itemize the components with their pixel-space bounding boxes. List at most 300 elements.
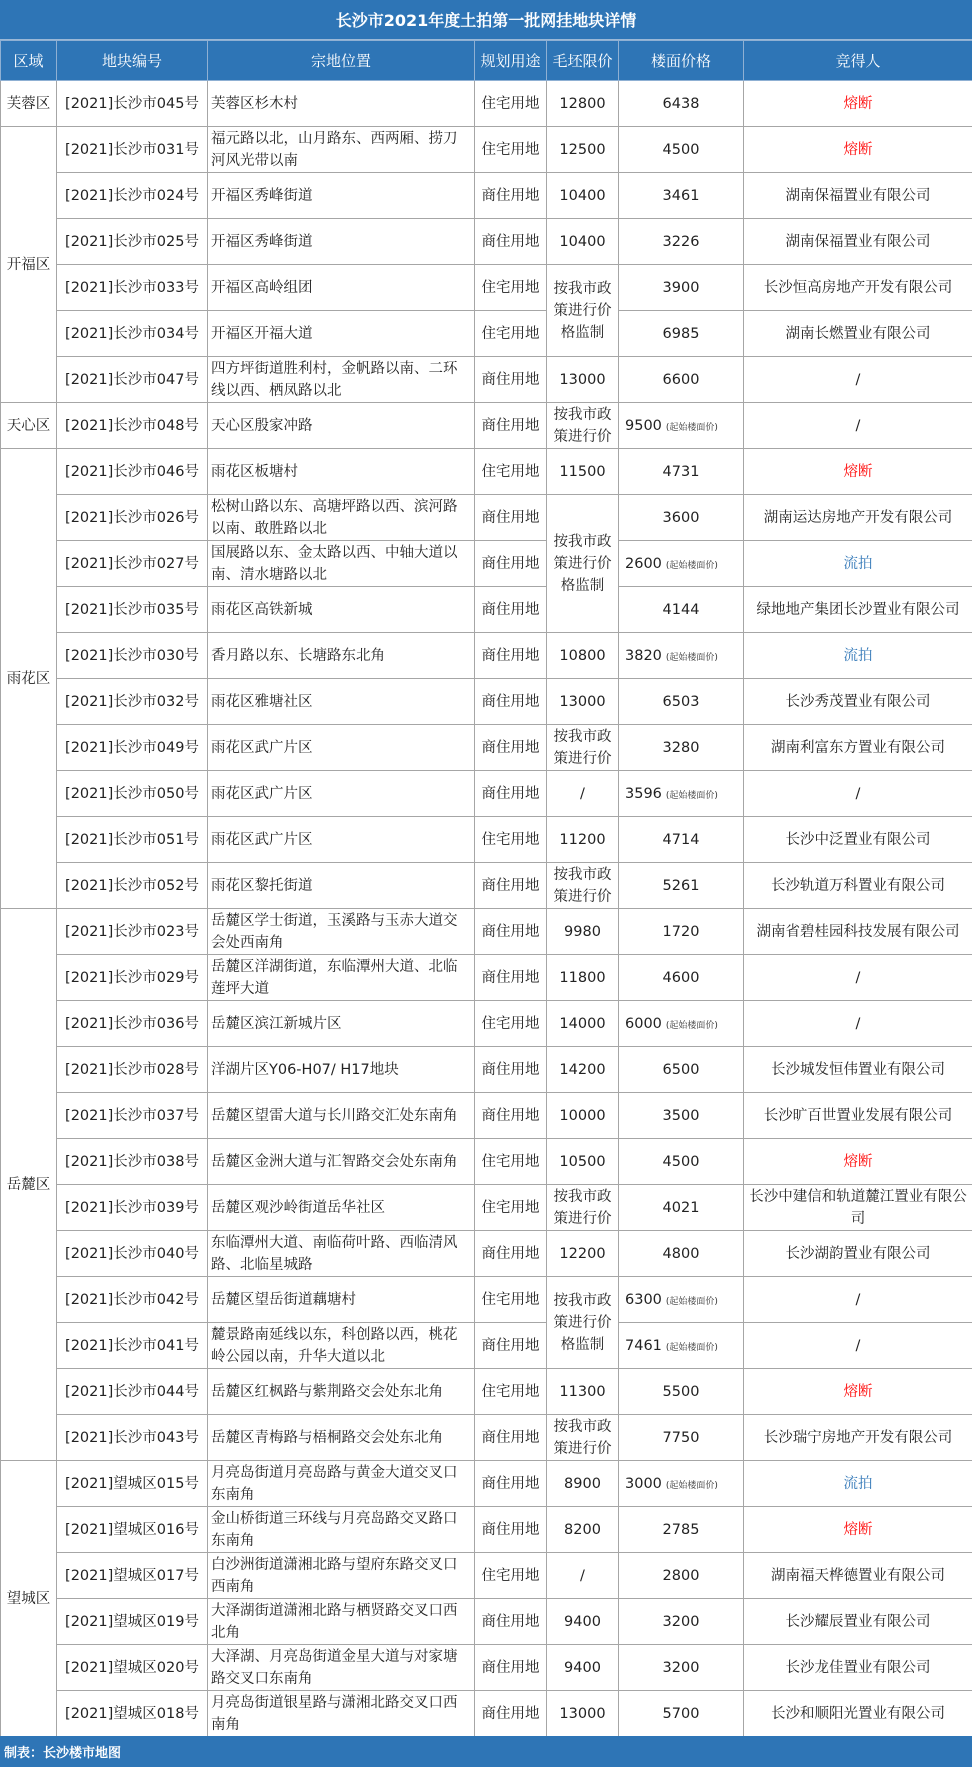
winner-cell-text: 流拍 bbox=[843, 647, 873, 664]
parcel-id-cell-text: [2021]望城区018号 bbox=[65, 1705, 199, 1722]
location-cell-text: 月亮岛街道月亮岛路与黄金大道交叉口东南角 bbox=[211, 1464, 458, 1503]
parcel-id-cell bbox=[57, 1461, 208, 1507]
location-cell-text: 岳麓区望岳街道藕塘村 bbox=[211, 1291, 356, 1308]
table-row bbox=[1, 495, 972, 541]
location-cell bbox=[208, 1645, 475, 1691]
location-cell bbox=[208, 817, 475, 863]
winner-cell bbox=[744, 311, 972, 357]
parcel-id-cell bbox=[57, 541, 208, 587]
location-cell bbox=[208, 587, 475, 633]
table-row bbox=[1, 1553, 972, 1599]
use-cell-text: 商住用地 bbox=[481, 1107, 540, 1124]
district-cell-text: 雨花区 bbox=[6, 670, 51, 687]
floor-price-value: 3500 bbox=[662, 1107, 700, 1124]
price-cap-cell-text: 8200 bbox=[564, 1521, 601, 1538]
winner-cell bbox=[744, 1415, 972, 1461]
floor-price-value: 3600 bbox=[662, 509, 700, 526]
price-cap-cell-text: 13000 bbox=[559, 1705, 606, 1722]
starting-price-note: (起始楼面价) bbox=[665, 1020, 718, 1031]
table-row bbox=[1, 449, 972, 495]
parcel-id-cell bbox=[57, 1001, 208, 1047]
winner-cell-text: 湖南长燃置业有限公司 bbox=[785, 325, 931, 342]
location-cell bbox=[208, 311, 475, 357]
floor-price-value: 3820 bbox=[625, 647, 662, 664]
floor-price-value: 6600 bbox=[662, 371, 700, 388]
winner-cell bbox=[744, 863, 972, 909]
winner-cell bbox=[744, 817, 972, 863]
floor-price-value: 4021 bbox=[662, 1199, 700, 1216]
use-cell-text: 商住用地 bbox=[481, 1475, 540, 1492]
use-cell-text: 商住用地 bbox=[481, 187, 540, 204]
use-cell bbox=[475, 1231, 547, 1277]
price-cap-cell-text: 按我市政策进行价 bbox=[553, 728, 612, 767]
floor-price-cell bbox=[619, 1231, 744, 1277]
location-cell bbox=[208, 173, 475, 219]
parcel-id-cell bbox=[57, 771, 208, 817]
parcel-id-cell-text: [2021]长沙市024号 bbox=[65, 187, 199, 204]
use-cell bbox=[475, 1645, 547, 1691]
price-cap-cell-text: 10000 bbox=[559, 1107, 606, 1124]
district-cell-text: 天心区 bbox=[6, 417, 51, 434]
price-cap-cell bbox=[547, 449, 619, 495]
parcel-id-cell-text: [2021]长沙市050号 bbox=[65, 785, 199, 802]
location-cell bbox=[208, 1231, 475, 1277]
header-floor-price: 楼面价格 bbox=[619, 41, 744, 81]
table-title: 长沙市2021年度土拍第一批网挂地块详情 bbox=[0, 0, 972, 40]
winner-cell-text: 湖南利富东方置业有限公司 bbox=[771, 739, 945, 756]
use-cell-text: 商住用地 bbox=[481, 601, 540, 618]
floor-price-value: 4144 bbox=[662, 601, 700, 618]
parcel-id-cell bbox=[57, 679, 208, 725]
location-cell-text: 白沙洲街道潇湘北路与望府东路交叉口西南角 bbox=[211, 1556, 458, 1595]
parcel-id-cell bbox=[57, 173, 208, 219]
price-cap-cell bbox=[547, 1599, 619, 1645]
use-cell bbox=[475, 127, 547, 173]
price-cap-cell bbox=[547, 679, 619, 725]
winner-cell bbox=[744, 265, 972, 311]
location-cell bbox=[208, 265, 475, 311]
winner-cell-text: / bbox=[855, 969, 861, 986]
floor-price-cell bbox=[619, 1001, 744, 1047]
location-cell-text: 岳麓区洋湖街道，东临潭州大道、北临莲坪大道 bbox=[211, 958, 458, 997]
location-cell bbox=[208, 863, 475, 909]
table-row bbox=[1, 587, 972, 633]
parcel-id-cell bbox=[57, 1139, 208, 1185]
use-cell-text: 住宅用地 bbox=[481, 1291, 540, 1308]
winner-cell bbox=[744, 1691, 972, 1737]
use-cell-text: 住宅用地 bbox=[481, 1383, 540, 1400]
floor-price-cell bbox=[619, 127, 744, 173]
location-cell bbox=[208, 1507, 475, 1553]
floor-price-cell bbox=[619, 1047, 744, 1093]
winner-cell-text: / bbox=[855, 371, 861, 388]
floor-price-value: 2600 bbox=[625, 555, 662, 572]
winner-cell bbox=[744, 955, 972, 1001]
parcel-id-cell bbox=[57, 403, 208, 449]
table-row bbox=[1, 1139, 972, 1185]
winner-cell-text: 长沙和顺阳光置业有限公司 bbox=[771, 1705, 945, 1722]
table-row bbox=[1, 173, 972, 219]
floor-price-value: 1720 bbox=[662, 923, 700, 940]
floor-price-cell bbox=[619, 357, 744, 403]
table-row bbox=[1, 1691, 972, 1737]
location-cell-text: 大泽湖、月亮岛街道金星大道与对家塘路交叉口东南角 bbox=[211, 1648, 458, 1687]
floor-price-cell bbox=[619, 1691, 744, 1737]
winner-cell-text: 湖南福天桦德置业有限公司 bbox=[771, 1567, 945, 1584]
table-row bbox=[1, 1185, 972, 1231]
floor-price-value: 9500 bbox=[625, 417, 662, 434]
use-cell bbox=[475, 1415, 547, 1461]
floor-price-value: 6300 bbox=[625, 1291, 662, 1308]
price-cap-cell-text: 9980 bbox=[564, 923, 601, 940]
use-cell-text: 住宅用地 bbox=[481, 1199, 540, 1216]
winner-cell bbox=[744, 1093, 972, 1139]
winner-cell-text: 长沙秀茂置业有限公司 bbox=[785, 693, 931, 710]
parcel-id-cell bbox=[57, 1047, 208, 1093]
floor-price-value: 4714 bbox=[662, 831, 700, 848]
price-cap-cell bbox=[547, 127, 619, 173]
location-cell bbox=[208, 127, 475, 173]
price-cap-cell-text: 13000 bbox=[559, 693, 606, 710]
price-cap-cell-text: 14200 bbox=[559, 1061, 606, 1078]
floor-price-value: 4500 bbox=[662, 1153, 700, 1170]
parcel-id-cell-text: [2021]长沙市041号 bbox=[65, 1337, 199, 1354]
table-row bbox=[1, 1415, 972, 1461]
parcel-id-cell-text: [2021]长沙市026号 bbox=[65, 509, 199, 526]
use-cell bbox=[475, 311, 547, 357]
price-cap-cell bbox=[547, 1047, 619, 1093]
table-row bbox=[1, 679, 972, 725]
location-cell bbox=[208, 81, 475, 127]
use-cell bbox=[475, 771, 547, 817]
use-cell-text: 住宅用地 bbox=[481, 95, 540, 112]
header-parcel-id: 地块编号 bbox=[57, 41, 208, 81]
district-cell bbox=[1, 449, 57, 909]
location-cell bbox=[208, 541, 475, 587]
winner-cell bbox=[744, 81, 972, 127]
parcel-id-cell bbox=[57, 265, 208, 311]
parcel-id-cell bbox=[57, 1093, 208, 1139]
header-price-cap: 毛坯限价 bbox=[547, 41, 619, 81]
winner-cell-text: 熔断 bbox=[843, 463, 873, 480]
district-cell bbox=[1, 81, 57, 127]
use-cell-text: 商住用地 bbox=[481, 739, 540, 756]
use-cell-text: 商住用地 bbox=[481, 1061, 540, 1078]
parcel-id-cell bbox=[57, 1507, 208, 1553]
winner-cell-text: / bbox=[855, 1337, 861, 1354]
parcel-id-cell-text: [2021]长沙市035号 bbox=[65, 601, 199, 618]
price-cap-cell-text: 9400 bbox=[564, 1659, 601, 1676]
floor-price-cell bbox=[619, 771, 744, 817]
floor-price-cell bbox=[619, 449, 744, 495]
floor-price-cell bbox=[619, 587, 744, 633]
price-cap-cell bbox=[547, 403, 619, 449]
floor-price-cell bbox=[619, 311, 744, 357]
table-body bbox=[1, 81, 972, 1737]
floor-price-value: 3200 bbox=[662, 1613, 700, 1630]
winner-cell bbox=[744, 587, 972, 633]
table-row bbox=[1, 1323, 972, 1369]
price-cap-cell-text: 11800 bbox=[559, 969, 606, 986]
location-cell bbox=[208, 357, 475, 403]
district-cell bbox=[1, 127, 57, 403]
floor-price-value: 5500 bbox=[662, 1383, 700, 1400]
use-cell-text: 商住用地 bbox=[481, 693, 540, 710]
parcel-id-cell bbox=[57, 1185, 208, 1231]
location-cell bbox=[208, 1415, 475, 1461]
price-cap-cell-text: 按我市政策进行价格监制 bbox=[553, 1292, 612, 1353]
header-location: 宗地位置 bbox=[208, 41, 475, 81]
price-cap-cell bbox=[547, 1369, 619, 1415]
price-cap-cell-text: 10800 bbox=[559, 647, 606, 664]
winner-cell bbox=[744, 771, 972, 817]
use-cell-text: 住宅用地 bbox=[481, 141, 540, 158]
table-row bbox=[1, 633, 972, 679]
winner-cell bbox=[744, 127, 972, 173]
use-cell bbox=[475, 1139, 547, 1185]
price-cap-cell-text: 10500 bbox=[559, 1153, 606, 1170]
floor-price-cell bbox=[619, 679, 744, 725]
floor-price-cell bbox=[619, 1553, 744, 1599]
use-cell bbox=[475, 587, 547, 633]
parcel-id-cell-text: [2021]长沙市039号 bbox=[65, 1199, 199, 1216]
winner-cell bbox=[744, 1139, 972, 1185]
winner-cell bbox=[744, 633, 972, 679]
price-cap-cell-text: 按我市政策进行价 bbox=[553, 866, 612, 905]
parcel-id-cell bbox=[57, 1369, 208, 1415]
floor-price-cell bbox=[619, 909, 744, 955]
use-cell bbox=[475, 1185, 547, 1231]
starting-price-note: (起始楼面价) bbox=[665, 1296, 718, 1307]
location-cell bbox=[208, 1553, 475, 1599]
parcel-id-cell-text: [2021]长沙市045号 bbox=[65, 95, 199, 112]
parcel-id-cell-text: [2021]长沙市037号 bbox=[65, 1107, 199, 1124]
winner-cell-text: 熔断 bbox=[843, 141, 873, 158]
price-cap-cell bbox=[547, 81, 619, 127]
price-cap-cell bbox=[547, 955, 619, 1001]
location-cell-text: 岳麓区青梅路与梧桐路交会处东北角 bbox=[211, 1429, 443, 1446]
winner-cell bbox=[744, 357, 972, 403]
location-cell-text: 福元路以北，山月路东、西两厢、捞刀河风光带以南 bbox=[211, 130, 458, 169]
price-cap-cell-text: 按我市政策进行价 bbox=[553, 1418, 612, 1457]
floor-price-value: 5700 bbox=[662, 1705, 700, 1722]
winner-cell-text: 长沙轨道万科置业有限公司 bbox=[771, 877, 945, 894]
price-cap-cell bbox=[547, 173, 619, 219]
winner-cell bbox=[744, 449, 972, 495]
floor-price-cell bbox=[619, 1599, 744, 1645]
location-cell-text: 天心区殷家冲路 bbox=[211, 417, 313, 434]
floor-price-cell bbox=[619, 1139, 744, 1185]
price-cap-cell bbox=[547, 1553, 619, 1599]
winner-cell bbox=[744, 1001, 972, 1047]
winner-cell-text: 流拍 bbox=[843, 555, 873, 572]
winner-cell bbox=[744, 1599, 972, 1645]
price-cap-cell bbox=[547, 1231, 619, 1277]
parcel-id-cell bbox=[57, 1277, 208, 1323]
price-cap-cell-text: 10400 bbox=[559, 233, 606, 250]
use-cell-text: 商住用地 bbox=[481, 785, 540, 802]
location-cell-text: 雨花区高铁新城 bbox=[211, 601, 313, 618]
table-row bbox=[1, 219, 972, 265]
table-row bbox=[1, 403, 972, 449]
floor-price-cell bbox=[619, 1507, 744, 1553]
table-row bbox=[1, 955, 972, 1001]
floor-price-cell bbox=[619, 495, 744, 541]
use-cell bbox=[475, 265, 547, 311]
table-row bbox=[1, 81, 972, 127]
parcel-id-cell bbox=[57, 219, 208, 265]
price-cap-cell bbox=[547, 219, 619, 265]
winner-cell bbox=[744, 725, 972, 771]
use-cell-text: 住宅用地 bbox=[481, 325, 540, 342]
location-cell-text: 松树山路以东、高塘坪路以西、滨河路以南、敢胜路以北 bbox=[211, 498, 458, 537]
price-cap-cell bbox=[547, 1691, 619, 1737]
floor-price-value: 4800 bbox=[662, 1245, 700, 1262]
floor-price-cell bbox=[619, 1323, 744, 1369]
use-cell-text: 住宅用地 bbox=[481, 1015, 540, 1032]
floor-price-cell bbox=[619, 725, 744, 771]
parcel-id-cell bbox=[57, 1645, 208, 1691]
use-cell bbox=[475, 173, 547, 219]
winner-cell bbox=[744, 495, 972, 541]
price-cap-cell bbox=[547, 1185, 619, 1231]
parcel-id-cell-text: [2021]望城区019号 bbox=[65, 1613, 199, 1630]
district-cell-text: 岳麓区 bbox=[6, 1176, 51, 1193]
location-cell-text: 雨花区武广片区 bbox=[211, 831, 313, 848]
winner-cell bbox=[744, 1461, 972, 1507]
use-cell bbox=[475, 1507, 547, 1553]
parcel-id-cell bbox=[57, 587, 208, 633]
starting-price-note: (起始楼面价) bbox=[665, 652, 718, 663]
parcel-id-cell-text: [2021]长沙市028号 bbox=[65, 1061, 199, 1078]
table-row bbox=[1, 1369, 972, 1415]
starting-price-note: (起始楼面价) bbox=[665, 1342, 718, 1353]
use-cell bbox=[475, 1323, 547, 1369]
use-cell-text: 住宅用地 bbox=[481, 831, 540, 848]
parcel-id-cell bbox=[57, 357, 208, 403]
starting-price-note: (起始楼面价) bbox=[665, 1480, 718, 1491]
price-cap-cell bbox=[547, 495, 619, 633]
winner-cell-text: 湖南运达房地产开发有限公司 bbox=[763, 509, 953, 526]
use-cell-text: 商住用地 bbox=[481, 555, 540, 572]
floor-price-value: 6000 bbox=[625, 1015, 662, 1032]
price-cap-cell bbox=[547, 1645, 619, 1691]
parcel-id-cell-text: [2021]长沙市036号 bbox=[65, 1015, 199, 1032]
price-cap-cell bbox=[547, 1415, 619, 1461]
location-cell bbox=[208, 955, 475, 1001]
parcel-id-cell bbox=[57, 127, 208, 173]
location-cell-text: 芙蓉区杉木村 bbox=[211, 95, 298, 112]
price-cap-cell bbox=[547, 771, 619, 817]
floor-price-value: 6438 bbox=[662, 95, 700, 112]
use-cell-text: 商住用地 bbox=[481, 1659, 540, 1676]
use-cell bbox=[475, 219, 547, 265]
price-cap-cell bbox=[547, 1001, 619, 1047]
use-cell bbox=[475, 1047, 547, 1093]
location-cell bbox=[208, 449, 475, 495]
winner-cell bbox=[744, 219, 972, 265]
use-cell-text: 商住用地 bbox=[481, 233, 540, 250]
parcel-id-cell-text: [2021]长沙市033号 bbox=[65, 279, 199, 296]
location-cell-text: 岳麓区金洲大道与汇智路交会处东南角 bbox=[211, 1153, 458, 1170]
price-cap-cell-text: 12800 bbox=[559, 95, 606, 112]
use-cell bbox=[475, 357, 547, 403]
use-cell-text: 住宅用地 bbox=[481, 1153, 540, 1170]
use-cell-text: 商住用地 bbox=[481, 1429, 540, 1446]
table-row bbox=[1, 1461, 972, 1507]
location-cell-text: 四方坪街道胜利村，金帆路以南、二环线以西、栖凤路以北 bbox=[211, 360, 458, 399]
use-cell-text: 商住用地 bbox=[481, 1245, 540, 1262]
winner-cell bbox=[744, 541, 972, 587]
location-cell-text: 岳麓区红枫路与紫荆路交会处东北角 bbox=[211, 1383, 443, 1400]
location-cell-text: 开福区秀峰街道 bbox=[211, 187, 313, 204]
parcel-id-cell-text: [2021]望城区017号 bbox=[65, 1567, 199, 1584]
parcel-id-cell bbox=[57, 633, 208, 679]
use-cell-text: 商住用地 bbox=[481, 877, 540, 894]
use-cell bbox=[475, 633, 547, 679]
parcel-id-cell-text: [2021]长沙市043号 bbox=[65, 1429, 199, 1446]
winner-cell-text: 熔断 bbox=[843, 1153, 873, 1170]
floor-price-cell bbox=[619, 219, 744, 265]
price-cap-cell bbox=[547, 633, 619, 679]
location-cell-text: 开福区秀峰街道 bbox=[211, 233, 313, 250]
use-cell bbox=[475, 1277, 547, 1323]
floor-price-value: 6985 bbox=[662, 325, 700, 342]
parcel-id-cell-text: [2021]长沙市038号 bbox=[65, 1153, 199, 1170]
location-cell-text: 岳麓区学士街道，玉溪路与玉赤大道交会处西南角 bbox=[211, 912, 458, 951]
location-cell bbox=[208, 1139, 475, 1185]
district-cell bbox=[1, 909, 57, 1461]
floor-price-value: 4500 bbox=[662, 141, 700, 158]
winner-cell bbox=[744, 403, 972, 449]
price-cap-cell-text: 按我市政策进行价 bbox=[553, 406, 612, 445]
location-cell bbox=[208, 909, 475, 955]
use-cell-text: 商住用地 bbox=[481, 923, 540, 940]
parcel-id-cell-text: [2021]长沙市027号 bbox=[65, 555, 199, 572]
parcel-id-cell bbox=[57, 449, 208, 495]
header-use: 规划用途 bbox=[475, 41, 547, 81]
floor-price-cell bbox=[619, 541, 744, 587]
header-district: 区域 bbox=[1, 41, 57, 81]
price-cap-cell-text: 12200 bbox=[559, 1245, 606, 1262]
price-cap-cell bbox=[547, 863, 619, 909]
location-cell bbox=[208, 1599, 475, 1645]
floor-price-value: 7461 bbox=[625, 1337, 662, 1354]
floor-price-value: 4731 bbox=[662, 463, 700, 480]
use-cell bbox=[475, 1599, 547, 1645]
winner-cell-text: 湖南省碧桂园科技发展有限公司 bbox=[756, 923, 960, 940]
winner-cell-text: 长沙城发恒伟置业有限公司 bbox=[771, 1061, 945, 1078]
price-cap-cell-text: 12500 bbox=[559, 141, 606, 158]
winner-cell-text: / bbox=[855, 417, 861, 434]
use-cell bbox=[475, 863, 547, 909]
floor-price-value: 3226 bbox=[662, 233, 700, 250]
location-cell-text: 雨花区黎托街道 bbox=[211, 877, 313, 894]
floor-price-value: 2800 bbox=[662, 1567, 700, 1584]
parcel-id-cell-text: [2021]长沙市042号 bbox=[65, 1291, 199, 1308]
use-cell bbox=[475, 1691, 547, 1737]
price-cap-cell-text: 11200 bbox=[559, 831, 606, 848]
table-row bbox=[1, 771, 972, 817]
price-cap-cell bbox=[547, 1461, 619, 1507]
winner-cell-text: / bbox=[855, 785, 861, 802]
use-cell-text: 商住用地 bbox=[481, 647, 540, 664]
location-cell-text: 香月路以东、长塘路东北角 bbox=[211, 647, 385, 664]
parcel-id-cell-text: [2021]长沙市031号 bbox=[65, 141, 199, 158]
table-row bbox=[1, 909, 972, 955]
floor-price-cell bbox=[619, 1369, 744, 1415]
floor-price-cell bbox=[619, 1093, 744, 1139]
